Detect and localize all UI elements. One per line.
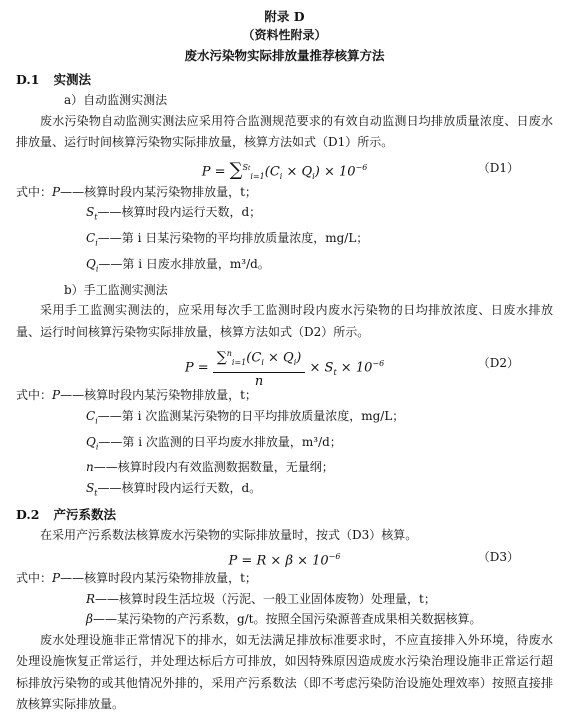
defs-b-row-1 [16, 406, 553, 432]
def-symbol: β [86, 612, 93, 627]
def-symbol: R [86, 591, 96, 606]
defs-a-row-1 [16, 202, 553, 228]
defs-b-row-2 [16, 432, 553, 458]
formula-prefix: 式中： [16, 388, 53, 403]
def-text: ——第 i 次监测的日平均废水排放量，m³/d； [98, 434, 342, 449]
def-text: ——核算时段内运行天数，d。 [97, 480, 262, 495]
paragraph-closing: 废水处理设施非正常情况下的排水，如无法满足排放标准要求时，不应直接排入外环境，待废水处理设施恢复正常运行，并处理达标后方可排放，如因特殊原因造成废水污染治理设施非正常运行超标排放污染物的或其他情况外排的，采用产污系数法（即不考虑污染防治设施处理效率）按照直接排放核算实际排放量。 [16, 632, 553, 712]
def-symbol: Q [86, 256, 96, 271]
equation-d3-formula: $P = R \times \beta \times 10^{-6}$ [228, 552, 341, 569]
formula-prefix: 式中： [16, 571, 53, 586]
def-text: ——第 i 日废水排放量，m³/d。 [98, 256, 270, 271]
section-d1-number: D.1 [16, 72, 40, 87]
def-symbol: n [86, 460, 94, 475]
def-symbol: C [86, 408, 96, 423]
def-text: ——核算时段内有效监测数据数量，无量纲； [93, 460, 334, 475]
def-symbol: S [86, 205, 95, 219]
def-symbol: S [86, 480, 95, 495]
paragraph-b: 采用手工监测实测法的，应采用每次手工监测时段内废水污染物的日均排放浓度、日废水排放量、运行时间核算污染物实际排放量，核算方法如式（D2）所示。 [16, 303, 553, 339]
def-text: ——核算时段内运行天数，d； [97, 205, 262, 219]
appendix-label: 附录 D [264, 9, 305, 24]
equation-d1-number: （D1） [477, 160, 519, 175]
def-symbol: P [52, 388, 61, 403]
equation-d2-number: （D2） [477, 356, 519, 371]
equation-d3-number: （D3） [477, 550, 519, 565]
equation-d1 [16, 154, 553, 182]
paragraph-d2-intro: 在采用产污系数法核算废水污染物的实际排放量时，按式（D3）核算。 [40, 527, 418, 542]
appendix-nature: （资料性附录） [242, 28, 327, 42]
defs-b-row-4 [16, 478, 553, 504]
subsection-b-title: b）手工监测实测法 [64, 282, 168, 297]
formula-prefix: 式中： [16, 184, 53, 199]
def-text: ——核算时段内某污染物排放量，t； [60, 388, 257, 403]
def-symbol: C [86, 230, 96, 245]
equation-d2-formula: P = $\frac{\sum^n_{i=1}(C_i \times Q_i)}{n}$ × $S_t \times 10^{-6}$ [16, 345, 553, 391]
defs-c-row-1 [16, 589, 553, 610]
def-text: ——核算时段内某污染物排放量，t； [60, 571, 257, 586]
equation-d2 [16, 343, 553, 390]
def-subscript: t [94, 212, 98, 222]
section-d1-title: 实测法 [53, 72, 91, 87]
def-symbol: P [52, 184, 61, 199]
equation-d1-formula: $P = \sum^{St}_{i=1}(C_i \times Q_i) \times 10^{-6}$ [201, 158, 368, 181]
def-text: ——核算时段内某污染物排放量，t； [60, 184, 257, 199]
subsection-a-title: a）自动监测实测法 [64, 93, 168, 107]
section-d1-heading [16, 69, 553, 90]
def-text: ——第 i 日某污染物的平均排放质量浓度，mg/L； [97, 230, 369, 245]
def-subscript: i [95, 264, 99, 274]
section-d2-number: D.2 [16, 506, 40, 522]
def-subscript: i [95, 416, 98, 426]
appendix-title: 废水污染物实际排放量推荐核算方法 [184, 48, 385, 63]
defs-a-row-2 [16, 228, 553, 254]
section-d2-title: 产污系数法 [53, 506, 116, 522]
def-symbol: P [52, 571, 61, 586]
def-text: ——第 i 次监测某污染物的日平均排放质量浓度，mg/L； [97, 408, 405, 423]
def-text: ——核算时段生活垃圾（污泥、一般工业固体废物）处理量，t； [95, 591, 436, 606]
section-d2-heading [16, 504, 553, 525]
paragraph-a: 废水污染物自动监测实测法应采用符合监测规范要求的有效自动监测日均排放质量浓度、日废水排放量、运行时间核算污染物实际排放量，核算方法如式（D1）所示。 [16, 113, 553, 149]
defs-a-row-3 [16, 254, 553, 280]
def-text: ——某污染物的产污系数，g/t。按照全国污染源普查成果相关数据核算。 [92, 612, 482, 627]
equation-d3 [16, 546, 553, 568]
def-symbol: Q [86, 434, 96, 449]
def-subscript: i [95, 238, 98, 248]
defs-c-row-2 [16, 609, 553, 630]
defs-b-row-3 [16, 457, 553, 478]
def-subscript: i [95, 441, 99, 451]
def-subscript: t [94, 488, 98, 498]
